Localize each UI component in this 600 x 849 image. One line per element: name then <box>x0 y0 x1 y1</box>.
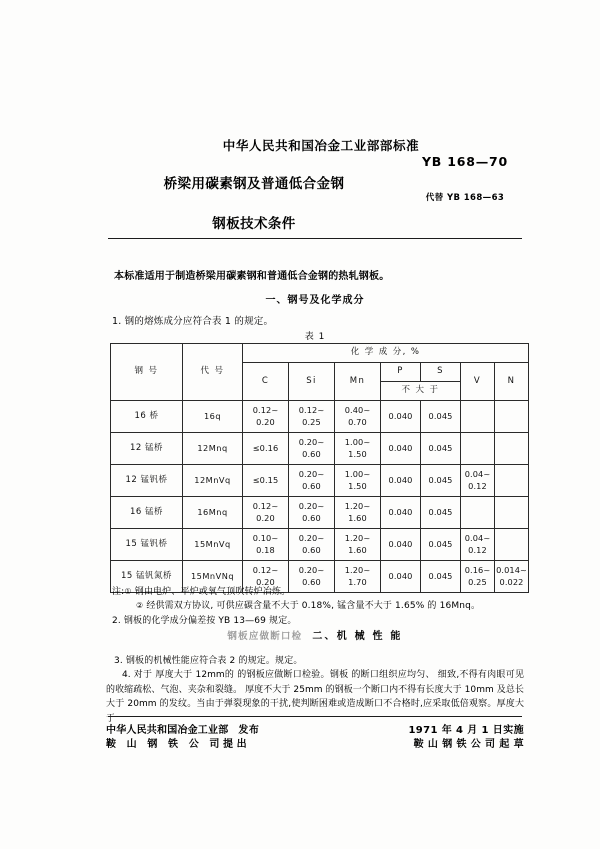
header-c: C <box>243 363 289 401</box>
cell-s: 0.045 <box>421 561 461 593</box>
header-divider <box>108 238 522 239</box>
cell-c-high: 0.20 <box>256 512 275 523</box>
cell-mn <box>335 433 381 465</box>
cell-n <box>495 465 529 497</box>
cell-v <box>461 401 495 433</box>
cell-p: 0.040 <box>381 497 421 529</box>
cell-v <box>461 529 495 561</box>
cell-s: 0.045 <box>421 529 461 561</box>
note-1-line <box>112 586 524 600</box>
cell-mn-high: 0.70 <box>348 416 367 427</box>
cell-mn <box>335 465 381 497</box>
cell-n <box>495 497 529 529</box>
cell-c-low: 0.10~ <box>252 533 279 544</box>
cell-si <box>289 401 335 433</box>
cell-mn-high: 1.50 <box>348 480 367 491</box>
cell-si-low: 0.20~ <box>298 469 325 480</box>
cell-si <box>289 433 335 465</box>
cell-si-low: 0.12~ <box>298 405 325 416</box>
table-row <box>111 401 529 433</box>
header-grade: 钢 号 <box>111 344 183 401</box>
cell-v-low: 0.04~ <box>464 469 491 480</box>
cell-c <box>243 529 289 561</box>
footer-effective-date: 1971 年 4 月 1 日实施 <box>408 725 524 736</box>
header-n: N <box>495 363 529 401</box>
clause-2: 2. 钢板的化学成分偏差按 YB 13—69 规定。 <box>112 615 297 626</box>
footer-row-top <box>106 721 524 735</box>
cell-n <box>495 401 529 433</box>
cell-s: 0.045 <box>421 433 461 465</box>
cell-mn-high: 1.60 <box>348 544 367 555</box>
cell-mn <box>335 497 381 529</box>
notes-label: 注: <box>112 587 125 597</box>
cell-v <box>461 497 495 529</box>
cell-code: 12MnVq <box>183 465 243 497</box>
chemical-composition-table-wrap <box>110 343 527 593</box>
cell-s: 0.045 <box>421 497 461 529</box>
cell-code: 15MnVq <box>183 529 243 561</box>
table-row <box>111 529 529 561</box>
scope-paragraph: 本标准适用于制造桥梁用碳素钢和普通低合金钢的热轧钢板。 <box>114 271 390 282</box>
ministry-line: 中华人民共和国冶金工业部部标准 <box>222 138 420 153</box>
cell-n <box>495 433 529 465</box>
footer-proposer-verb: 提出 <box>223 739 251 750</box>
cell-si <box>289 465 335 497</box>
cell-mn-low: 0.40~ <box>344 405 371 416</box>
note-2-line <box>112 600 524 614</box>
cell-n-low: 0.014~ <box>496 565 527 576</box>
table-body <box>111 401 529 593</box>
table-row <box>111 433 529 465</box>
cell-grade: 15 锰钒桥 <box>111 529 183 561</box>
cell-grade: 16 桥 <box>111 401 183 433</box>
cell-v-high: 0.25 <box>468 576 487 587</box>
cell-si-low: 0.20~ <box>298 437 325 448</box>
cell-v-low: 0.16~ <box>464 565 491 576</box>
page-content <box>106 0 527 849</box>
footer-row-bottom <box>106 735 524 749</box>
footer-divider <box>108 716 522 717</box>
cell-mn-low: 1.20~ <box>344 501 371 512</box>
document-title-line-1: 桥梁用碳素钢及普通低合金钢 <box>163 176 345 192</box>
table-notes <box>112 586 524 629</box>
cell-si-high: 0.60 <box>302 576 321 587</box>
cell-v-low: 0.04~ <box>464 533 491 544</box>
cell-mn <box>335 401 381 433</box>
note-2-text: 经供需双方协议, 可供应碳含量不大于 0.18%, 锰含量不大于 1.65% 的 16Mnq。 <box>146 600 481 611</box>
cell-v <box>461 433 495 465</box>
cell-v-high: 0.12 <box>468 544 487 555</box>
cell-n <box>495 529 529 561</box>
table-row <box>111 465 529 497</box>
cell-c-low: ≤0.16 <box>252 442 279 453</box>
cell-code: 16q <box>183 401 243 433</box>
cell-c <box>243 497 289 529</box>
cell-si-high: 0.25 <box>302 416 321 427</box>
cell-si <box>289 497 335 529</box>
cell-p: 0.040 <box>381 529 421 561</box>
cell-n-high: 0.022 <box>499 576 524 587</box>
cell-grade: 12 锰钒桥 <box>111 465 183 497</box>
masthead <box>106 136 524 232</box>
cell-c-low: 0.12~ <box>252 405 279 416</box>
cell-code: 15MnVNq <box>183 561 243 593</box>
section-2-heading-row <box>106 627 524 642</box>
cell-p: 0.040 <box>381 433 421 465</box>
standard-replaces: 代替 YB 168—63 <box>425 193 505 203</box>
cell-si-high: 0.60 <box>302 544 321 555</box>
cell-p: 0.040 <box>381 561 421 593</box>
header-composition-group: 化 学 成 分, % <box>243 344 529 363</box>
cell-c <box>243 433 289 465</box>
cell-s: 0.045 <box>421 465 461 497</box>
table-header-row-group <box>111 344 529 363</box>
document-title-line-2: 钢板技术条件 <box>212 216 296 232</box>
note-1-marker: ① <box>124 587 132 596</box>
header-p: P <box>381 363 421 382</box>
clause-4: 4. 对于 厚度大于 12mm的 的钢板应做断口检验。钢板 的断口组织应均匀、 细致,不得有肉眼可见的收缩疏松、气泡、夹杂和裂缝。 厚度不大于 25mm 的钢板一个断口内不得有长度大于 10mm 及总长大于 20mm 的发纹。当由于弹裂现象的干扰,使判断困难或造成断口不合格时,应采取低倍观察。厚度大于 <box>106 670 524 724</box>
cell-si-low: 0.20~ <box>298 565 325 576</box>
cell-si-high: 0.60 <box>302 512 321 523</box>
cell-v-high: 0.12 <box>468 480 487 491</box>
cell-mn-high: 1.70 <box>348 576 367 587</box>
cell-c <box>243 465 289 497</box>
cell-code: 16Mnq <box>183 497 243 529</box>
cell-c <box>243 401 289 433</box>
cell-c-high: 0.20 <box>256 416 275 427</box>
note-1-text: 钢由电炉、平炉或氧气顶吹转炉冶炼。 <box>134 587 291 597</box>
header-code: 代 号 <box>183 344 243 401</box>
cell-v <box>461 465 495 497</box>
header-si: Si <box>289 363 335 401</box>
header-mn: Mn <box>335 363 381 401</box>
cell-si <box>289 529 335 561</box>
section-heading-2: 二、机 械 性 能 <box>312 631 403 642</box>
cell-mn-low: 1.00~ <box>344 469 371 480</box>
cell-si-low: 0.20~ <box>298 533 325 544</box>
section-heading-1: 一、钢号及化学成分 <box>265 295 365 306</box>
cell-mn-high: 1.50 <box>348 448 367 459</box>
footer-issuer <box>106 721 259 736</box>
chemical-composition-table <box>110 343 529 593</box>
page-footer <box>106 721 524 749</box>
standard-number: YB 168—70 <box>421 154 509 169</box>
cell-s: 0.045 <box>421 401 461 433</box>
cell-si-low: 0.20~ <box>298 501 325 512</box>
cell-c-low: 0.12~ <box>252 501 279 512</box>
cell-c-high: 0.20 <box>256 576 275 587</box>
cell-si-high: 0.60 <box>302 448 321 459</box>
cell-mn-low: 1.20~ <box>344 565 371 576</box>
cell-mn-low: 1.20~ <box>344 533 371 544</box>
clause-1: 1. 钢的熔炼成分应符合表 1 的规定。 <box>112 316 274 327</box>
table-row <box>111 497 529 529</box>
footer-proposer <box>106 735 250 750</box>
cell-mn-low: 1.00~ <box>344 437 371 448</box>
cell-p: 0.040 <box>381 401 421 433</box>
note-2-marker: ② <box>136 600 144 610</box>
footer-proposer-name: 鞍 山 钢 铁 公 司 <box>106 739 224 750</box>
standard-number-block <box>406 154 524 203</box>
cell-grade: 12 锰桥 <box>111 433 183 465</box>
cell-c-low: 0.12~ <box>252 565 279 576</box>
cell-grade: 16 锰桥 <box>111 497 183 529</box>
title-block <box>106 172 402 232</box>
cell-code: 12Mnq <box>183 433 243 465</box>
footer-issue-verb: 发布 <box>238 725 260 736</box>
header-v: V <box>461 363 495 401</box>
header-not-greater-than: 不 大 于 <box>381 382 461 401</box>
header-s: S <box>421 363 461 382</box>
cell-si-high: 0.60 <box>302 480 321 491</box>
cell-c-low: ≤0.15 <box>252 474 279 485</box>
footer-issuer-name: 中华人民共和国冶金工业部 <box>106 725 229 736</box>
clause-3: 3. 钢板的机械性能应符合表 2 的规定。规定。 <box>114 656 303 666</box>
scan-artifact-text: 钢板应做断口检 <box>227 631 303 642</box>
cell-grade: 15 锰钒氮桥 <box>111 561 183 593</box>
cell-p: 0.040 <box>381 465 421 497</box>
footer-drafter: 鞍 山 钢 铁 公 司 起 草 <box>413 739 524 750</box>
cell-c-high: 0.18 <box>256 544 275 555</box>
cell-mn <box>335 529 381 561</box>
cell-mn-high: 1.60 <box>348 512 367 523</box>
table-caption: 表 1 <box>304 332 326 342</box>
